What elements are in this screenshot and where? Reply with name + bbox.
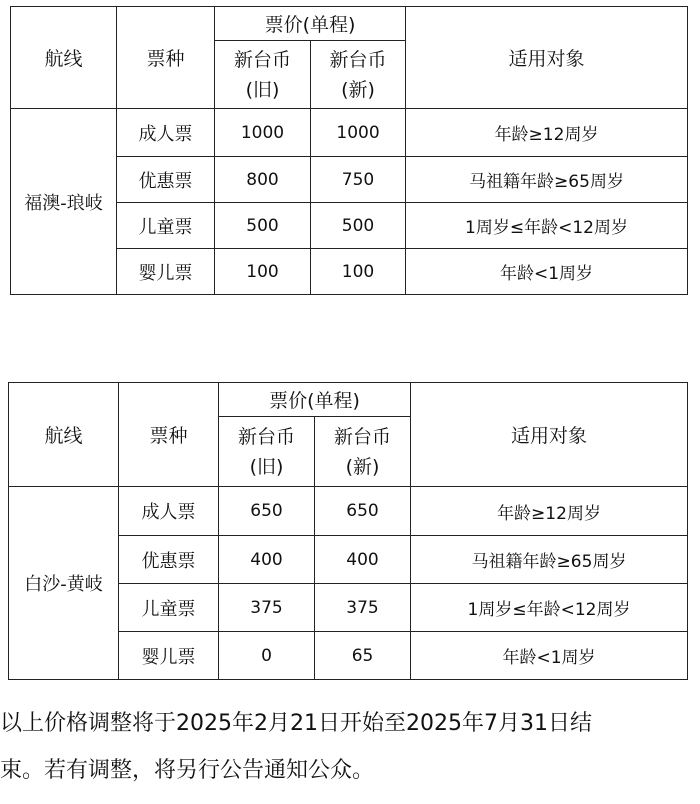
table-row <box>11 109 688 157</box>
fare-new: 1000 <box>311 109 406 157</box>
header-new-currency-line1: 新台币 <box>334 425 392 448</box>
applicable-group: 年龄<1周岁 <box>411 632 688 680</box>
header-old-currency-line1: 新台币 <box>237 425 295 448</box>
header-ticket-type: 票种 <box>119 383 219 487</box>
header-route: 航线 <box>9 383 119 487</box>
header-applicable: 适用对象 <box>406 7 688 109</box>
applicable-group: 1周岁≤年龄<12周岁 <box>411 584 688 632</box>
fare-new: 375 <box>315 584 411 632</box>
table-row <box>9 487 688 536</box>
applicable-group: 年龄≥12周岁 <box>406 109 688 157</box>
fare-new: 100 <box>311 249 406 295</box>
header-old-currency-line1: 新台币 <box>233 48 291 71</box>
fare-old: 800 <box>215 157 311 203</box>
fare-table-fuao-langqi <box>10 6 688 295</box>
header-new-currency-line2: (新) <box>345 455 380 478</box>
validity-note <box>0 700 692 794</box>
applicable-group: 年龄≥12周岁 <box>411 487 688 536</box>
applicable-group: 马祖籍年龄≥65周岁 <box>411 536 688 584</box>
validity-note-line1: 以上价格调整将于2025年2月21日开始至2025年7月31日结 <box>0 711 592 736</box>
fare-new: 650 <box>315 487 411 536</box>
fare-new: 500 <box>311 203 406 249</box>
fare-new: 400 <box>315 536 411 584</box>
header-old-currency <box>215 41 311 109</box>
fare-old: 1000 <box>215 109 311 157</box>
fare-old: 500 <box>215 203 311 249</box>
ticket-type: 成人票 <box>119 487 219 536</box>
ticket-type: 婴儿票 <box>117 249 215 295</box>
route-name: 白沙-黄岐 <box>9 487 119 680</box>
fare-old: 650 <box>219 487 315 536</box>
validity-note-line2: 束。若有调整，将另行公告通知公众。 <box>0 758 375 783</box>
header-new-currency <box>311 41 406 109</box>
route-name: 福澳-琅岐 <box>11 109 117 295</box>
ticket-type: 成人票 <box>117 109 215 157</box>
ticket-type: 儿童票 <box>119 584 219 632</box>
fare-old: 100 <box>215 249 311 295</box>
ticket-type: 儿童票 <box>117 203 215 249</box>
fare-old: 0 <box>219 632 315 680</box>
applicable-group: 马祖籍年龄≥65周岁 <box>406 157 688 203</box>
applicable-group: 年龄<1周岁 <box>406 249 688 295</box>
fare-old: 375 <box>219 584 315 632</box>
fare-new: 65 <box>315 632 411 680</box>
fare-old: 400 <box>219 536 315 584</box>
header-fare-group: 票价(单程) <box>219 383 411 417</box>
header-old-currency <box>219 417 315 487</box>
fare-table-baisha-huangqi <box>8 382 688 680</box>
header-new-currency-line1: 新台币 <box>329 48 387 71</box>
ticket-type: 优惠票 <box>117 157 215 203</box>
header-new-currency <box>315 417 411 487</box>
header-old-currency-line2: (旧) <box>249 455 284 478</box>
header-old-currency-line2: (旧) <box>245 78 280 101</box>
ticket-type: 婴儿票 <box>119 632 219 680</box>
header-applicable: 适用对象 <box>411 383 688 487</box>
header-ticket-type: 票种 <box>117 7 215 109</box>
applicable-group: 1周岁≤年龄<12周岁 <box>406 203 688 249</box>
ticket-type: 优惠票 <box>119 536 219 584</box>
header-fare-group: 票价(单程) <box>215 7 406 41</box>
header-new-currency-line2: (新) <box>341 78 375 101</box>
fare-new: 750 <box>311 157 406 203</box>
header-route: 航线 <box>11 7 117 109</box>
